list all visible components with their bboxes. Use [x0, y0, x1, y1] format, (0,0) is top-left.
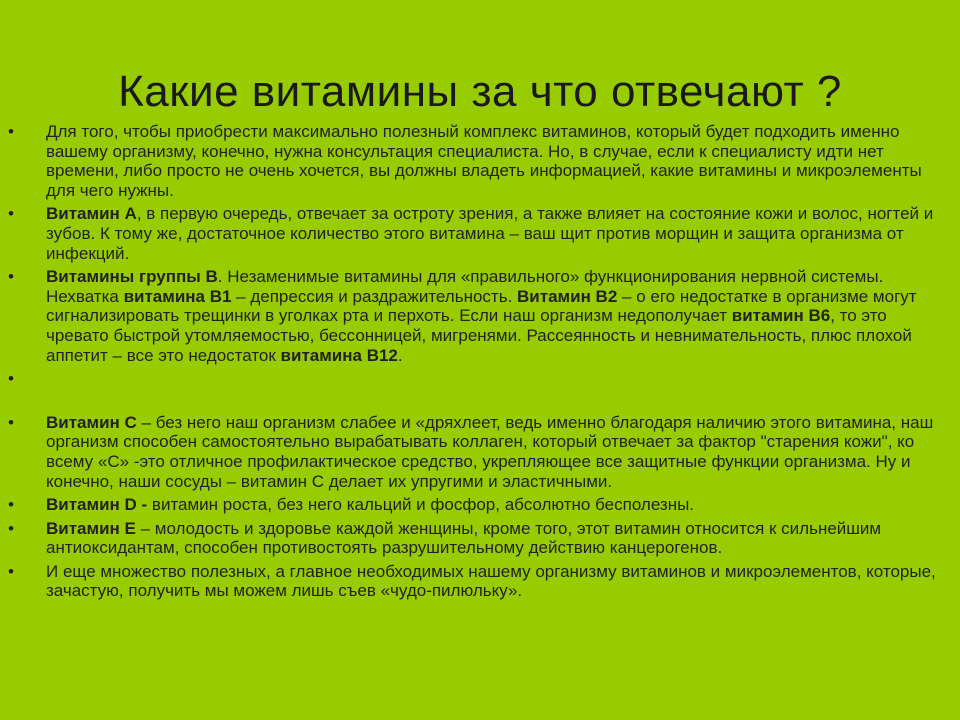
bullet-bold-term: витамина В12 [280, 345, 398, 365]
bullet-item [8, 495, 954, 515]
bullet-item [8, 519, 954, 558]
bullet-text: И еще множество полезных, а главное необходимых нашему организму витаминов и микроэлементов, которые, зачастую, получить мы можем лишь съев «чудо-пилюльку». [46, 561, 936, 601]
bullet-item [8, 369, 954, 389]
bullet-dot-icon: • [8, 122, 14, 141]
bullet-bold-term: Витамин В2 [517, 286, 618, 306]
bullet-item [8, 204, 954, 263]
bullet-text: – депрессия и раздражительность. [231, 286, 518, 306]
bullet-text: . [397, 345, 403, 365]
bullet-bold-term: витамин В6 [731, 306, 831, 326]
bullet-dot-icon: • [8, 495, 14, 515]
bullet-list [8, 122, 954, 605]
bullet-text: – без него наш организм слабее и «дряхлеет, ведь именно благодаря наличию этого витамина, наш организм способен самостоятельно вырабатывать коллаген, который отвечает за фактор "старения кожи", ко всему «С» -это отличное профилактическое средство, укрепляющее все защитные функции организма. Ну и конечно, наши сосуды – витамин С делает их упругими и эластичными. [46, 412, 934, 491]
slide-title: Какие витамины за что отвечают ? [118, 67, 842, 116]
bullet-text: витамин роста, без него кальций и фосфор, абсолютно бесполезны. [151, 495, 695, 515]
bullet-text: , в первую очередь, отвечает за остроту зрения, а также влияет на состояние кожи и волос, ногтей и зубов. К тому же, достаточное количество этого витамина – ваш щит против морщин и защита организма от инфекций. [46, 204, 934, 263]
bullet-item [8, 122, 954, 200]
bullet-item [8, 267, 954, 365]
bullet-dot-icon: • [8, 267, 14, 287]
bullet-dot-icon: • [8, 561, 14, 581]
bullet-dot-icon: • [8, 369, 14, 389]
bullet-item [8, 413, 954, 491]
bullet-text: Для того, чтобы приобрести максимально полезный комплекс витаминов, который будет подходить именно вашему организму, конечно, нужна консультация специалиста. Но, в случае, если к специалисту идти нет времени, либо просто не очень хочется, вы должны владеть информацией, какие витамины и микроэлементы для чего нужны. [46, 122, 922, 200]
bullet-item [8, 562, 954, 601]
bullet-text: . Незаменимые витамины для «правильного» функционирования нервной системы. Нехватка [46, 267, 884, 306]
bullet-text: , то это чревато быстрой утомляемостью, бессонницей, мигренями. Рассеянность и невнимательность, плюс плохой аппетит – все это недостаток [46, 306, 912, 365]
bullet-dot-icon: • [8, 204, 14, 224]
bullet-bold-term: Витамин А [46, 204, 137, 224]
bullet-bold-term: витамина В1 [123, 286, 232, 306]
bullet-dot-icon: • [8, 518, 14, 538]
bullet-text: – молодость и здоровье каждой женщины, кроме того, этот витамин относится к сильнейшим антиоксидантам, способен противостоять разрушительному действию канцерогенов. [46, 518, 882, 558]
bullet-bold-term: Витамин С [46, 412, 137, 432]
bullet-bold-term: Витамин Е [46, 518, 136, 538]
bullet-dot-icon: • [8, 412, 14, 432]
bullet-text: – о его недостатке в организме могут сигнализировать трещинки в уголках рта и перхоть. Если наш организм недополучает [46, 286, 917, 326]
bullet-bold-term: Витамины группы В [46, 267, 218, 287]
bullet-bold-term: Витамин D - [46, 495, 152, 515]
